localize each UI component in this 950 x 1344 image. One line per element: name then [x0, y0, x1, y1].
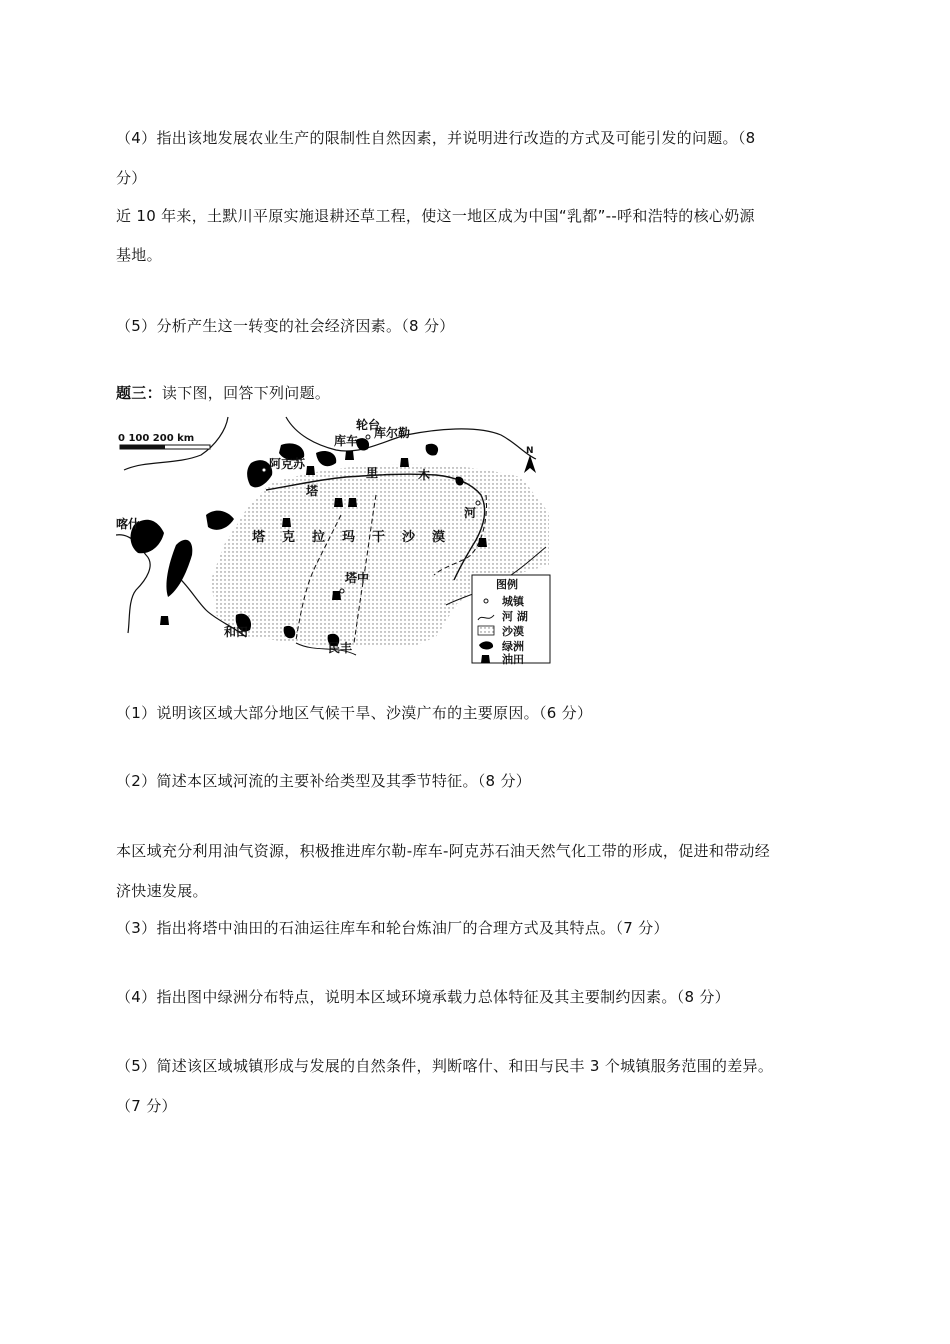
paragraph-oil-gas-cont: 济快速发展。 — [116, 882, 208, 900]
town-marker — [476, 501, 480, 505]
oilfield-icon — [400, 458, 409, 467]
paragraph-tumochuan-cont: 基地。 — [116, 246, 162, 264]
map-legend — [472, 575, 550, 665]
place-akesu: 阿克苏 — [269, 457, 306, 471]
section-title-label: 题三： — [116, 384, 162, 402]
legend-item-oasis: 绿洲 — [502, 640, 524, 653]
desert-label: 漠 — [432, 530, 446, 545]
scale-label: 0 100 200 km — [118, 433, 195, 444]
town-marker — [262, 468, 266, 472]
question-3-5-cont: （7 分） — [116, 1097, 177, 1115]
place-hetian: 和田 — [224, 625, 249, 639]
question-3-1: （1）说明该区域大部分地区气候干旱、沙漠广布的主要原因。（6 分） — [116, 704, 593, 722]
river-label: 木 — [418, 468, 431, 482]
place-kuerle: 库尔勒 — [374, 426, 411, 440]
scale-bar-half — [120, 445, 165, 449]
oasis — [206, 511, 234, 530]
oilfield-icon — [345, 451, 354, 460]
legend-town-icon — [484, 599, 488, 603]
question-3-3: （3）指出将塔中油田的石油运往库车和轮台炼油厂的合理方式及其特点。（7 分） — [116, 919, 669, 937]
oilfield-icon — [306, 466, 315, 475]
oilfield-icon — [334, 498, 343, 507]
legend-item-desert: 沙漠 — [502, 625, 524, 638]
town-marker — [366, 435, 370, 439]
place-minfeng: 民丰 — [328, 641, 353, 655]
section-title-text: 读下图，回答下列问题。 — [161, 384, 331, 402]
paragraph-tumochuan: 近 10 年来，土默川平原实施退耕还草工程，使这一地区成为中国“乳都”--呼和浩特的核心奶源 — [116, 207, 755, 225]
legend-item-river: 河 湖 — [502, 610, 528, 623]
oilfield-icon — [282, 518, 291, 527]
desert-label: 干 — [372, 530, 386, 545]
river-label: 河 — [464, 506, 477, 520]
question-3-4: （4）指出图中绿洲分布特点，说明本区域环境承载力总体特征及其主要制约因素。（8 分） — [116, 988, 730, 1006]
question-4: （4）指出该地发展农业生产的限制性自然因素，并说明进行改造的方式及可能引发的问题。（8 — [116, 129, 756, 147]
oilfield-icon — [478, 538, 487, 547]
legend-oilfield-icon — [481, 655, 490, 663]
north-label: N — [526, 446, 534, 456]
desert-label: 拉 — [312, 530, 326, 545]
tarim-basin-map — [116, 415, 552, 665]
desert-label: 沙 — [402, 530, 416, 545]
legend-title: 图例 — [496, 578, 518, 591]
desert-label: 玛 — [342, 530, 356, 545]
oilfield-icon — [332, 591, 341, 600]
section-title — [116, 383, 330, 403]
oasis — [426, 444, 438, 456]
river-label: 里 — [366, 466, 379, 480]
legend-desert-icon — [478, 626, 494, 635]
legend-item-oilfield: 油田 — [502, 653, 524, 665]
legend-item-town: 城镇 — [502, 595, 524, 608]
oilfield-icon — [348, 498, 357, 507]
place-tazhong: 塔中 — [345, 571, 370, 585]
desert-label: 克 — [282, 530, 296, 545]
oilfield-icon — [160, 616, 169, 625]
desert-label: 塔 — [252, 530, 266, 545]
river-label: 塔 — [306, 484, 319, 498]
question-3-5: （5）简述该区域城镇形成与发展的自然条件，判断喀什、和田与民丰 3 个城镇服务范围的差异。 — [116, 1057, 774, 1075]
town-marker — [340, 589, 344, 593]
question-4-cont: 分） — [116, 169, 147, 187]
oasis — [316, 451, 336, 466]
place-luntai: 轮台 — [356, 418, 381, 432]
place-kashi: 喀什 — [116, 517, 141, 531]
place-kuche: 库车 — [334, 434, 359, 448]
paragraph-oil-gas: 本区域充分利用油气资源，积极推进库尔勒-库车-阿克苏石油天然气化工带的形成，促进和带动经 — [116, 842, 771, 860]
question-3-2: （2）简述本区域河流的主要补给类型及其季节特征。（8 分） — [116, 772, 532, 790]
question-5: （5）分析产生这一转变的社会经济因素。（8 分） — [116, 317, 455, 335]
